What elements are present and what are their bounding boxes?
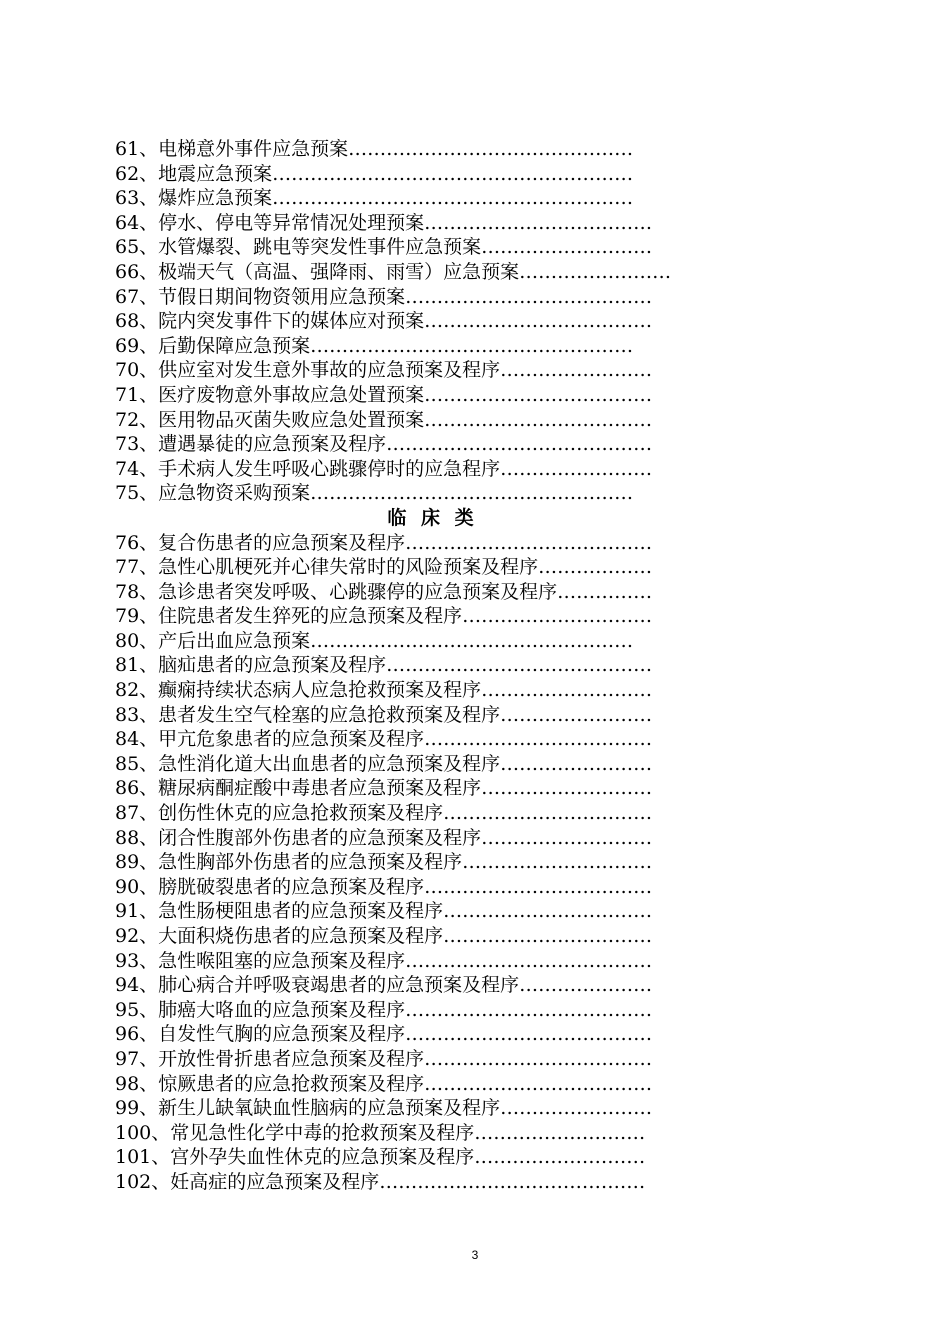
toc-entry-67: 67、节假日期间物资领用应急预案…………………………………: [115, 285, 653, 308]
toc-entry-73: 73、遭遇暴徒的应急预案及程序……………………………………: [115, 433, 653, 456]
toc-entry-87: 87、创伤性休克的应急抢救预案及程序……………………………: [115, 802, 653, 825]
toc-entry-77: 77、急性心肌梗死并心律失常时的风险预案及程序………………: [115, 556, 653, 579]
toc-entry-97: 97、开放性骨折患者应急预案及程序………………………………: [115, 1047, 653, 1070]
toc-entry-82: 82、癫痫持续状态病人应急抢救预案及程序………………………: [115, 679, 653, 702]
toc-entry-96: 96、自发性气胸的应急预案及程序…………………………………: [115, 1023, 653, 1046]
table-of-contents: [115, 137, 815, 1195]
toc-entry-95: 95、肺癌大咯血的应急预案及程序…………………………………: [115, 998, 653, 1021]
toc-entry-66: 66、极端天气（高温、强降雨、雨雪）应急预案……………………: [115, 260, 672, 283]
toc-entry-69: 69、后勤保障应急预案……………………………………………: [115, 334, 634, 357]
toc-entry-65: 65、水管爆裂、跳电等突发性事件应急预案………………………: [115, 236, 653, 259]
section-heading-clinical: 临 床 类: [387, 506, 478, 529]
toc-entry-99: 99、新生儿缺氧缺血性脑病的应急预案及程序……………………: [115, 1097, 653, 1120]
toc-entry-90: 90、膀胱破裂患者的应急预案及程序………………………………: [115, 875, 653, 898]
toc-entry-84: 84、甲亢危象患者的应急预案及程序………………………………: [115, 728, 653, 751]
toc-entry-71: 71、医疗废物意外事故应急处置预案………………………………: [115, 383, 653, 406]
toc-entry-62: 62、地震应急预案…………………………………………………: [115, 162, 634, 185]
toc-entry-101: 101、宫外孕失血性休克的应急预案及程序………………………: [115, 1146, 646, 1169]
toc-entry-98: 98、惊厥患者的应急抢救预案及程序………………………………: [115, 1072, 653, 1095]
toc-entry-88: 88、闭合性腹部外伤患者的应急预案及程序………………………: [115, 826, 653, 849]
toc-entry-72: 72、医用物品灭菌失败应急处置预案………………………………: [115, 408, 653, 431]
toc-entry-68: 68、院内突发事件下的媒体应对预案………………………………: [115, 310, 653, 333]
toc-entry-78: 78、急诊患者突发呼吸、心跳骤停的应急预案及程序……………: [115, 580, 653, 603]
toc-entry-75: 75、应急物资采购预案……………………………………………: [115, 482, 634, 505]
toc-entry-70: 70、供应室对发生意外事故的应急预案及程序……………………: [115, 359, 653, 382]
toc-entry-74: 74、手术病人发生呼吸心跳骤停时的应急程序……………………: [115, 457, 653, 480]
toc-entry-81: 81、脑疝患者的应急预案及程序……………………………………: [115, 654, 653, 677]
toc-entry-76: 76、复合伤患者的应急预案及程序…………………………………: [115, 531, 653, 554]
toc-entry-102: 102、妊高症的应急预案及程序……………………………………: [115, 1170, 646, 1193]
toc-entry-64: 64、停水、停电等异常情况处理预案………………………………: [115, 211, 653, 234]
toc-entry-80: 80、产后出血应急预案……………………………………………: [115, 629, 634, 652]
page-number: 3: [471, 1248, 479, 1262]
toc-entry-92: 92、大面积烧伤患者的应急预案及程序……………………………: [115, 925, 653, 947]
toc-entry-61: 61、电梯意外事件应急预案………………………………………: [115, 138, 634, 160]
toc-entry-93: 93、急性喉阻塞的应急预案及程序…………………………………: [115, 949, 653, 972]
toc-entry-86: 86、糖尿病酮症酸中毒患者应急预案及程序………………………: [115, 777, 653, 800]
toc-entry-63: 63、爆炸应急预案…………………………………………………: [115, 187, 634, 210]
toc-entry-89: 89、急性胸部外伤患者的应急预案及程序…………………………: [115, 851, 653, 874]
toc-entry-100: 100、常见急性化学中毒的抢救预案及程序………………………: [115, 1121, 646, 1144]
toc-entry-94: 94、肺心病合并呼吸衰竭患者的应急预案及程序…………………: [115, 974, 653, 997]
toc-entry-83: 83、患者发生空气栓塞的应急抢救预案及程序……………………: [115, 703, 653, 726]
toc-entry-79: 79、住院患者发生猝死的应急预案及程序…………………………: [115, 605, 653, 628]
toc-entry-85: 85、急性消化道大出血患者的应急预案及程序……………………: [115, 752, 653, 775]
toc-entry-91: 91、急性肠梗阻患者的应急预案及程序……………………………: [115, 900, 653, 923]
